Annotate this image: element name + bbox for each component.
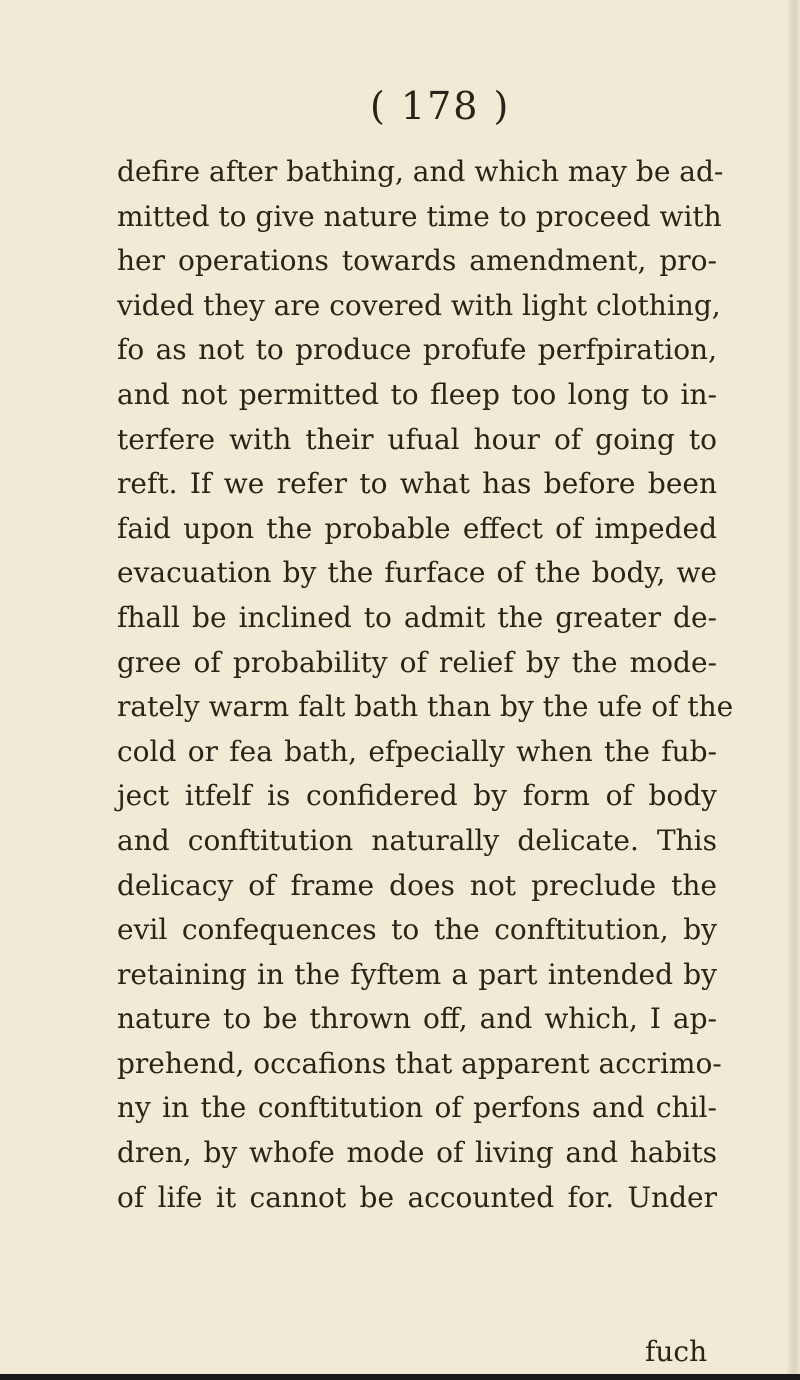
- text-line: cold or fea bath, efpecially when the fub-: [117, 734, 717, 768]
- text-line: evacuation by the furface of the body, we: [117, 556, 717, 590]
- scan-bottom-border: [0, 1374, 800, 1380]
- text-line: defire after bathing, and which may be ad-: [117, 155, 724, 188]
- text-line: fo as not to produce profufe perfpiration,: [117, 333, 717, 367]
- text-line: faid upon the probable effect of impeded: [117, 511, 717, 545]
- text-line: gree of probability of relief by the mode-: [117, 645, 717, 679]
- text-line: ject itfelf is confidered by form of body: [117, 779, 717, 813]
- page-edge-shadow: [786, 0, 800, 1380]
- text-line: fhall be inclined to admit the greater de-: [117, 600, 717, 634]
- text-line: vided they are covered with light clothing,: [117, 288, 721, 322]
- text-line: reft. If we refer to what has before been: [117, 467, 717, 501]
- text-line: retaining in the fyftem a part intended by: [117, 957, 717, 991]
- catchword: fuch: [645, 1335, 708, 1368]
- text-line: evil confequences to the conftitution, by: [117, 913, 717, 947]
- text-line: ny in the conftitution of perfons and chil-: [117, 1091, 717, 1125]
- text-line: mitted to give nature time to proceed with: [117, 199, 722, 233]
- text-line: terfere with their ufual hour of going to: [117, 422, 717, 456]
- text-line: dren, by whofe mode of living and habits: [117, 1136, 717, 1170]
- text-line: prehend, occafions that apparent accrimo-: [117, 1046, 722, 1080]
- text-line: of life it cannot be accounted for. Under: [117, 1180, 717, 1214]
- page-number: ( 178 ): [370, 84, 511, 128]
- text-line: and not permitted to fleep too long to in-: [117, 377, 717, 411]
- text-line: delicacy of frame does not preclude the: [117, 868, 717, 902]
- text-line: her operations towards amendment, pro-: [117, 244, 717, 278]
- text-line: rately warm falt bath than by the ufe of the: [117, 690, 734, 724]
- text-line: and conftitution naturally delicate. This: [117, 823, 717, 857]
- text-line: nature to be thrown off, and which, I ap-: [117, 1002, 717, 1036]
- body-text: [117, 150, 734, 1220]
